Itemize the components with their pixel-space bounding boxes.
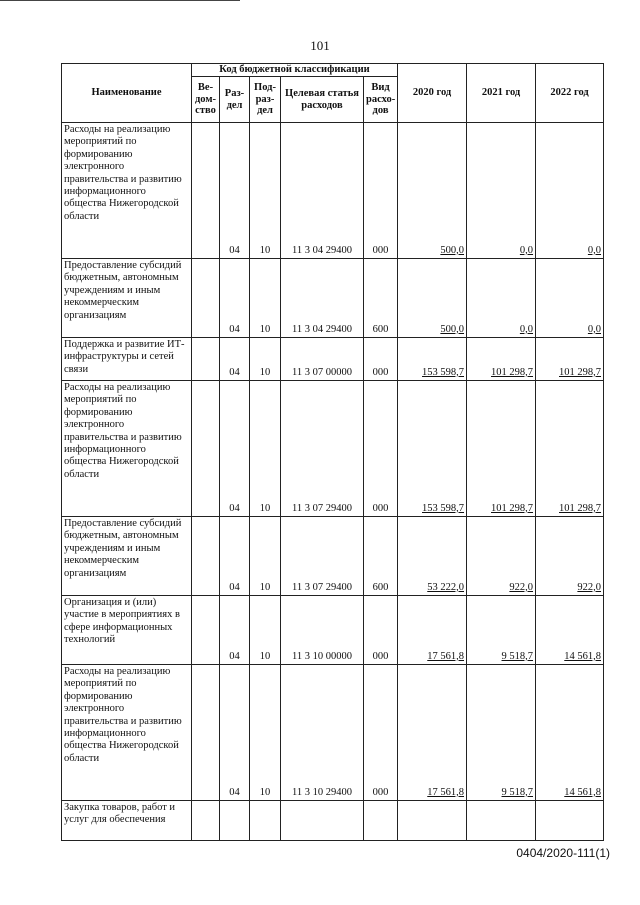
row-target-article: 11 3 07 00000 xyxy=(281,338,364,381)
header-year-2021: 2021 год xyxy=(467,64,536,123)
row-expense-type: 000 xyxy=(364,338,398,381)
header-target-article: Целевая статья расходов xyxy=(281,77,364,123)
amount-value: 0,0 xyxy=(587,323,602,335)
row-podrazdel xyxy=(250,801,281,841)
row-razdel: 04 xyxy=(220,381,250,517)
amount-value: 101 298,7 xyxy=(491,366,534,378)
scan-edge-line xyxy=(0,0,240,1)
row-amount-2020 xyxy=(398,665,467,801)
row-podrazdel: 10 xyxy=(250,123,281,259)
amount-value: 14 561,8 xyxy=(564,786,602,798)
header-year-2022: 2022 год xyxy=(536,64,604,123)
table-row xyxy=(62,123,604,259)
amount-value: 922,0 xyxy=(577,581,602,593)
row-amount-2020 xyxy=(398,259,467,338)
row-amount-2022 xyxy=(536,338,604,381)
row-vedomstvo xyxy=(192,517,220,596)
row-amount-2022 xyxy=(536,801,604,841)
row-name: Расходы на реализацию мероприятий по формированию электронного правительства и развитию информационного общества Нижегородской области xyxy=(62,381,192,517)
table-row xyxy=(62,665,604,801)
row-name: Расходы на реализацию мероприятий по формированию электронного правительства и развитию информационного общества Нижегородской области xyxy=(62,123,192,259)
row-razdel: 04 xyxy=(220,338,250,381)
row-expense-type: 600 xyxy=(364,259,398,338)
table-row xyxy=(62,381,604,517)
row-amount-2020 xyxy=(398,517,467,596)
amount-value: 0,0 xyxy=(587,244,602,256)
row-amount-2022 xyxy=(536,517,604,596)
row-amount-2022 xyxy=(536,381,604,517)
row-expense-type: 000 xyxy=(364,665,398,801)
row-amount-2021 xyxy=(467,596,536,665)
table-row xyxy=(62,259,604,338)
amount-value: 17 561,8 xyxy=(427,786,465,798)
budget-table xyxy=(61,63,604,841)
row-target-article xyxy=(281,801,364,841)
row-razdel xyxy=(220,801,250,841)
row-expense-type: 000 xyxy=(364,596,398,665)
row-amount-2021 xyxy=(467,801,536,841)
amount-value: 153 598,7 xyxy=(422,502,465,514)
row-target-article: 11 3 10 29400 xyxy=(281,665,364,801)
amount-value: 9 518,7 xyxy=(501,786,534,798)
row-vedomstvo xyxy=(192,381,220,517)
table-row xyxy=(62,517,604,596)
row-podrazdel: 10 xyxy=(250,517,281,596)
row-expense-type xyxy=(364,801,398,841)
amount-value: 500,0 xyxy=(440,323,465,335)
row-amount-2020 xyxy=(398,801,467,841)
header-razdel: Раз-дел xyxy=(220,77,250,123)
row-amount-2021 xyxy=(467,123,536,259)
row-vedomstvo xyxy=(192,338,220,381)
row-amount-2022 xyxy=(536,259,604,338)
row-amount-2021 xyxy=(467,259,536,338)
amount-value: 17 561,8 xyxy=(427,650,465,662)
header-podrazdel: Под-раз-дел xyxy=(250,77,281,123)
row-razdel: 04 xyxy=(220,259,250,338)
amount-value: 153 598,7 xyxy=(422,366,465,378)
row-target-article: 11 3 04 29400 xyxy=(281,259,364,338)
row-amount-2021 xyxy=(467,517,536,596)
document-code: 0404/2020-111(1) xyxy=(516,846,610,860)
row-amount-2022 xyxy=(536,123,604,259)
row-expense-type: 600 xyxy=(364,517,398,596)
row-amount-2020 xyxy=(398,123,467,259)
row-razdel: 04 xyxy=(220,517,250,596)
amount-value: 500,0 xyxy=(440,244,465,256)
amount-value: 14 561,8 xyxy=(564,650,602,662)
row-name: Предоставление субсидий бюджетным, автономным учреждениям и иным некоммерческим организациям xyxy=(62,259,192,338)
amount-value: 0,0 xyxy=(519,323,534,335)
row-podrazdel: 10 xyxy=(250,596,281,665)
row-amount-2020 xyxy=(398,338,467,381)
row-name: Расходы на реализацию мероприятий по формированию электронного правительства и развитию информационного общества Нижегородской области xyxy=(62,665,192,801)
row-podrazdel: 10 xyxy=(250,338,281,381)
row-amount-2021 xyxy=(467,338,536,381)
row-vedomstvo xyxy=(192,123,220,259)
row-target-article: 11 3 10 00000 xyxy=(281,596,364,665)
row-amount-2022 xyxy=(536,596,604,665)
row-podrazdel: 10 xyxy=(250,381,281,517)
row-amount-2020 xyxy=(398,596,467,665)
amount-value: 9 518,7 xyxy=(501,650,534,662)
row-razdel: 04 xyxy=(220,665,250,801)
amount-value: 101 298,7 xyxy=(559,366,602,378)
row-amount-2022 xyxy=(536,665,604,801)
row-target-article: 11 3 07 29400 xyxy=(281,381,364,517)
table-row xyxy=(62,596,604,665)
row-vedomstvo xyxy=(192,259,220,338)
row-name: Организация и (или) участие в мероприятиях в сфере информационных технологий xyxy=(62,596,192,665)
amount-value: 101 298,7 xyxy=(559,502,602,514)
row-podrazdel: 10 xyxy=(250,259,281,338)
amount-value: 53 222,0 xyxy=(427,581,465,593)
table-row xyxy=(62,801,604,841)
row-vedomstvo xyxy=(192,801,220,841)
header-classification-group: Код бюджетной классификации xyxy=(192,64,398,77)
header-name: Наименование xyxy=(62,64,192,123)
row-expense-type: 000 xyxy=(364,381,398,517)
row-name: Предоставление субсидий бюджетным, автономным учреждениям и иным некоммерческим организациям xyxy=(62,517,192,596)
row-vedomstvo xyxy=(192,665,220,801)
table-row xyxy=(62,338,604,381)
amount-value: 0,0 xyxy=(519,244,534,256)
header-vedomstvo: Ве-дом-ство xyxy=(192,77,220,123)
row-name: Поддержка и развитие ИТ-инфраструктуры и сетей связи xyxy=(62,338,192,381)
row-vedomstvo xyxy=(192,596,220,665)
amount-value: 922,0 xyxy=(509,581,534,593)
row-podrazdel: 10 xyxy=(250,665,281,801)
row-amount-2020 xyxy=(398,381,467,517)
row-razdel: 04 xyxy=(220,596,250,665)
row-expense-type: 000 xyxy=(364,123,398,259)
amount-value: 101 298,7 xyxy=(491,502,534,514)
row-name: Закупка товаров, работ и услуг для обеспечения xyxy=(62,801,192,841)
row-amount-2021 xyxy=(467,381,536,517)
header-year-2020: 2020 год xyxy=(398,64,467,123)
row-target-article: 11 3 04 29400 xyxy=(281,123,364,259)
page-number: 101 xyxy=(310,38,330,53)
row-amount-2021 xyxy=(467,665,536,801)
row-razdel: 04 xyxy=(220,123,250,259)
header-expense-type: Вид расхо-дов xyxy=(364,77,398,123)
row-target-article: 11 3 07 29400 xyxy=(281,517,364,596)
